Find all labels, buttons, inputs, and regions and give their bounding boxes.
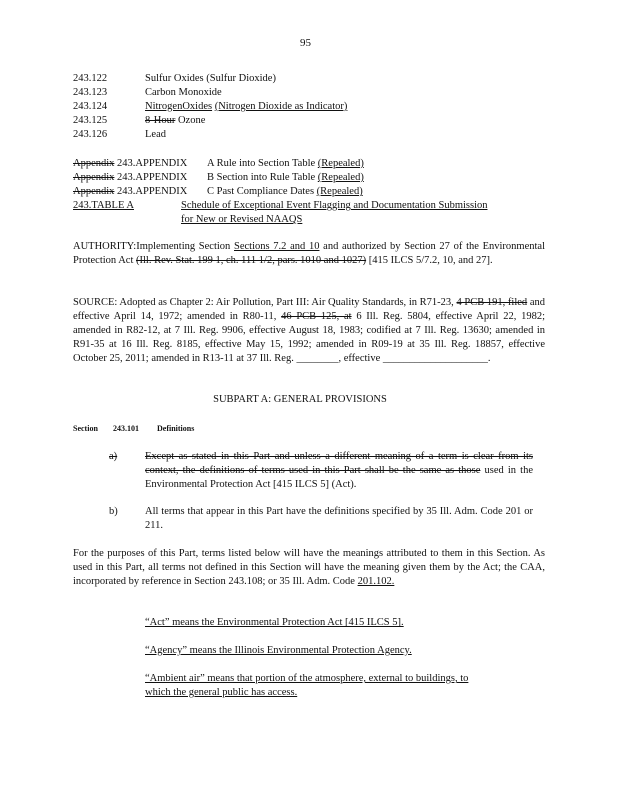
item-letter: b) xyxy=(109,506,118,517)
definition-ambient-air: “Ambient air” means that portion of the atmosphere, external to buildings, to xyxy=(145,673,469,684)
appendix-old-label: Appendix xyxy=(73,186,115,197)
appendix-status: (Repealed) xyxy=(317,158,364,169)
authority-text: [415 ILCS 5/7.2, 10, and 27]. xyxy=(366,255,493,266)
appendix-title-text: C Past Compliance Dates xyxy=(207,186,315,197)
toc-title: Carbon Monoxide xyxy=(145,87,222,98)
source-blank: ________ xyxy=(296,353,339,364)
appendix-status: (Repealed) xyxy=(316,186,363,197)
authority-note xyxy=(73,240,545,268)
toc-num: 243.126 xyxy=(73,129,108,140)
appendix-old-label: Appendix xyxy=(73,172,115,183)
table-a-title: Schedule of Exceptional Event Flagging and Documentation Submission xyxy=(181,200,488,211)
source-deleted: 4 PCB 191, filed xyxy=(456,297,528,308)
item-deleted-text: Except as stated in this Part and unless a different meaning of a term is clear from its context, the definitions of terms used in this Part shall be the same as those xyxy=(145,451,533,476)
appendix-title-text: A Rule into Section Table xyxy=(207,158,316,169)
definition-agency: “Agency” means the Illinois Environmental Protection Agency. xyxy=(145,645,412,656)
toc-num: 243.123 xyxy=(73,87,108,98)
source-deleted: 46 PCB 125, at xyxy=(281,311,352,322)
appendix-num: 243.APPENDIX xyxy=(117,158,188,169)
table-a-title-cont: for New or Revised NAAQS xyxy=(181,214,303,225)
authority-label: AUTHORITY: xyxy=(73,241,137,252)
item-body xyxy=(145,450,533,492)
appendix-title xyxy=(207,185,363,199)
source-text: and effective April 14, 1972; amended in R80-11, xyxy=(73,297,545,322)
table-a-num: 243.TABLE A xyxy=(73,200,134,211)
authority-inserted: Sections 7.2 and 10 xyxy=(234,241,320,252)
page-number: 95 xyxy=(300,37,311,49)
source-text: 6 Ill. Reg. 5804, effective April 22, 1982; amended in R82-12, at 7 Ill. Reg. 9906, effective August 18, 1983; codified at 7 Ill. Reg. 13630; amended in R91-35 at 16 Ill. Reg. 8185, effective May 15, 1992; amended in R09-19 at 35 Ill. Reg. 18857, effective October 25, 2011; amended in R13-11 at 37 Ill. Reg. xyxy=(73,311,545,364)
appendix-num: 243.APPENDIX xyxy=(117,186,188,197)
source-text: , effective xyxy=(338,353,383,364)
appendix-old-label: Appendix xyxy=(73,158,115,169)
appendix-title xyxy=(207,171,364,185)
appendix-row xyxy=(73,171,187,185)
toc-title: Lead xyxy=(145,129,166,140)
purposes-inserted: 201.102. xyxy=(357,576,395,587)
source-text: . xyxy=(487,353,491,364)
appendix-row xyxy=(73,157,187,171)
purposes-paragraph xyxy=(73,547,545,589)
item-body: All terms that appear in this Part have the definitions specified by 35 Ill. Adm. Code 201 or 211. xyxy=(145,506,533,531)
appendix-row xyxy=(73,185,187,199)
source-blank: ____________________ xyxy=(382,353,488,364)
toc-num: 243.124 xyxy=(73,101,108,112)
toc-title xyxy=(145,114,205,128)
toc-title-deleted: 8-Hour xyxy=(145,115,176,126)
source-note xyxy=(73,296,545,366)
item-letter: a) xyxy=(109,451,118,462)
appendix-title xyxy=(207,157,364,171)
authority-deleted: (Ill. Rev. Stat. 199 1, ch. 111 1/2, pars. 1010 and 1027) xyxy=(136,255,367,266)
purposes-text: For the purposes of this Part, terms listed below will have the meanings attributed to them in this Section. As used in this Part, all terms not defined in this Section will have the meaning given them by the Act; the CAA, incorporated by reference in Section 243.108; or 35 Ill. Adm. Code xyxy=(73,548,545,587)
appendix-title-text: B Section into Rule Table xyxy=(207,172,316,183)
definition-ambient-air-cont: which the general public has access. xyxy=(145,687,298,698)
authority-text: and authorized by Section 27 of the Environmental Protection Act xyxy=(73,241,545,266)
appendix-num: 243.APPENDIX xyxy=(117,172,188,183)
toc-title xyxy=(145,100,347,114)
subpart-heading: SUBPART A: GENERAL PROVISIONS xyxy=(213,394,387,405)
authority-text: Implementing Section xyxy=(136,241,234,252)
section-title: Definitions xyxy=(157,424,195,433)
definition-act: “Act” means the Environmental Protection Act [415 ILCS 5]. xyxy=(145,617,404,628)
section-label: Section xyxy=(73,424,98,433)
toc-title-rest: Ozone xyxy=(177,115,206,126)
toc-title: Sulfur Oxides (Sulfur Dioxide) xyxy=(145,73,276,84)
source-text: SOURCE: Adopted as Chapter 2: Air Pollution, Part III: Air Quality Standards, in R71-23, xyxy=(73,297,457,308)
toc-title-inserted: NitrogenOxides xyxy=(145,101,213,112)
item-text: used in the Environmental Protection Act [415 ILCS 5] (Act). xyxy=(145,465,533,490)
toc-num: 243.122 xyxy=(73,73,108,84)
section-number: 243.101 xyxy=(113,424,139,433)
toc-num: 243.125 xyxy=(73,115,108,126)
toc-title-rest: (Nitrogen Dioxide as Indicator) xyxy=(214,101,348,112)
appendix-status: (Repealed) xyxy=(317,172,364,183)
